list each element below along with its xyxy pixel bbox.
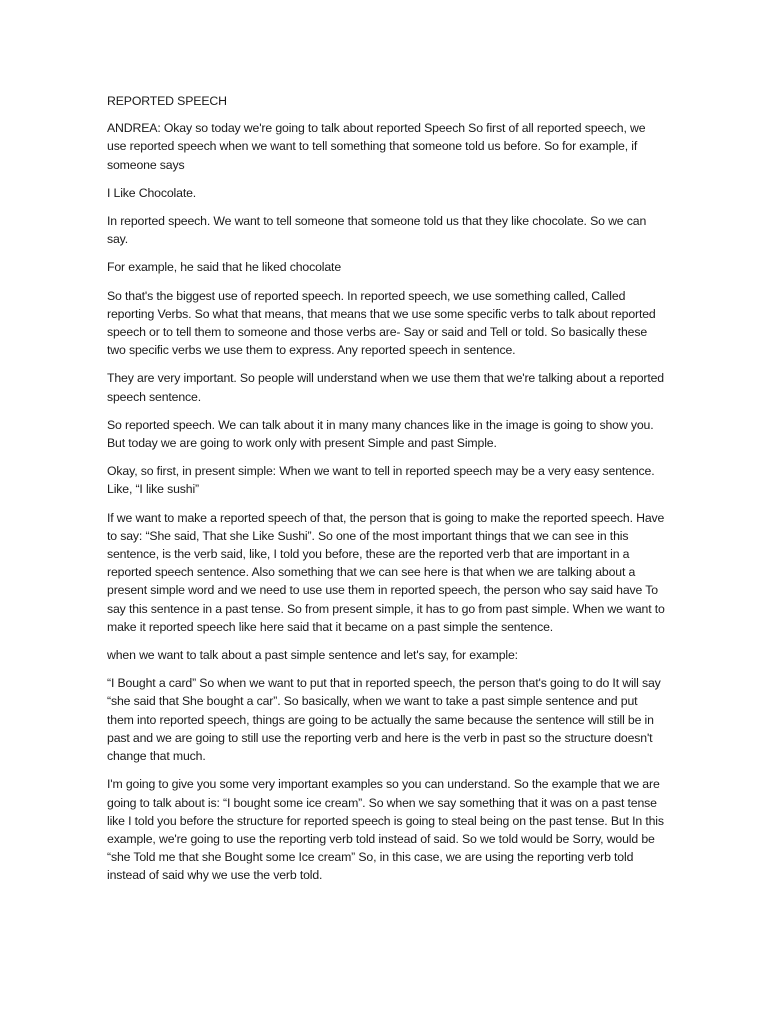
paragraph-reporting-verbs: So that's the biggest use of reported speech. In reported speech, we use something called, Called reporting Verbs. So what that means, that means that we use some specific verbs to talk about reported speech or to tell them to someone and those verbs are- Say or said and Tell or told. So basically these two specific verbs we use them to express. Any reported speech in sentence. xyxy=(107,288,656,358)
paragraph-he-said: For example, he said that he liked chocolate xyxy=(107,260,342,275)
document-title: REPORTED SPEECH xyxy=(107,94,227,108)
paragraph-bought-card: “I Bought a card” So when we want to put that in reported speech, the person that's going to do It will say “she said that She bought a car”. So basically, when we want to take a past simple sentence and put them into reported speech, things are going to be actually the same because the sentence will still be in past and we are going to still use the reporting verb and here is the verb in past so the structure doesn't change that much. xyxy=(107,676,661,764)
paragraph-importance: They are very important. So people will understand when we use them that we're talking about a reported speech sentence. xyxy=(107,371,664,404)
paragraph-reported-chocolate: In reported speech. We want to tell someone that someone told us that they like chocolate. So we can say. xyxy=(107,214,647,247)
paragraph-scope: So reported speech. We can talk about it in many many chances like in the image is going to show you. But today we are going to work only with present Simple and past Simple. xyxy=(107,417,654,451)
paragraph-intro: ANDREA: Okay so today we're going to talk about reported Speech So first of all reported speech, we use reported speech when we want to tell something that someone told us before. So for example, if someone says xyxy=(107,121,646,172)
document-page xyxy=(107,92,667,895)
paragraph-example-chocolate: I Like Chocolate. xyxy=(107,185,197,200)
paragraph-past-simple-intro: when we want to talk about a past simple sentence and let's say, for example: xyxy=(107,648,518,663)
paragraph-present-simple: Okay, so first, in present simple: When we want to tell in reported speech may be a very easy sentence. Like, “I like sushi” xyxy=(107,464,655,497)
paragraph-ice-cream-example: I'm going to give you some very important examples so you can understand. So the example that we are going to talk about is: “I bought some ice cream”. So when we say something that it was on a past tense like I told you before the structure for reported speech is going to steal being on the past tense. But In this example, we're going to use the reporting verb told instead of said. So we told would be Sorry, would be “she Told me that she Bought some Ice cream” So, in this case, we are using the reporting verb told instead of said why we use the verb told. xyxy=(107,777,664,883)
paragraph-sushi-explanation: If we want to make a reported speech of that, the person that is going to make the reported speech. Have to say: “She said, That she Like Sushi”. So one of the most important things that we can see in this sentence, is the verb said, like, I told you before, these are the reported verb that are important in a reported speech sentence. Also something that we can see here is that when we are talking about a present simple word and we need to use use them in reported speech, the person who say said have To say this sentence in a past tense. So from present simple, it has to go from past simple. When we want to make it reported speech like here said that it became on a past simple the sentence. xyxy=(107,510,665,634)
